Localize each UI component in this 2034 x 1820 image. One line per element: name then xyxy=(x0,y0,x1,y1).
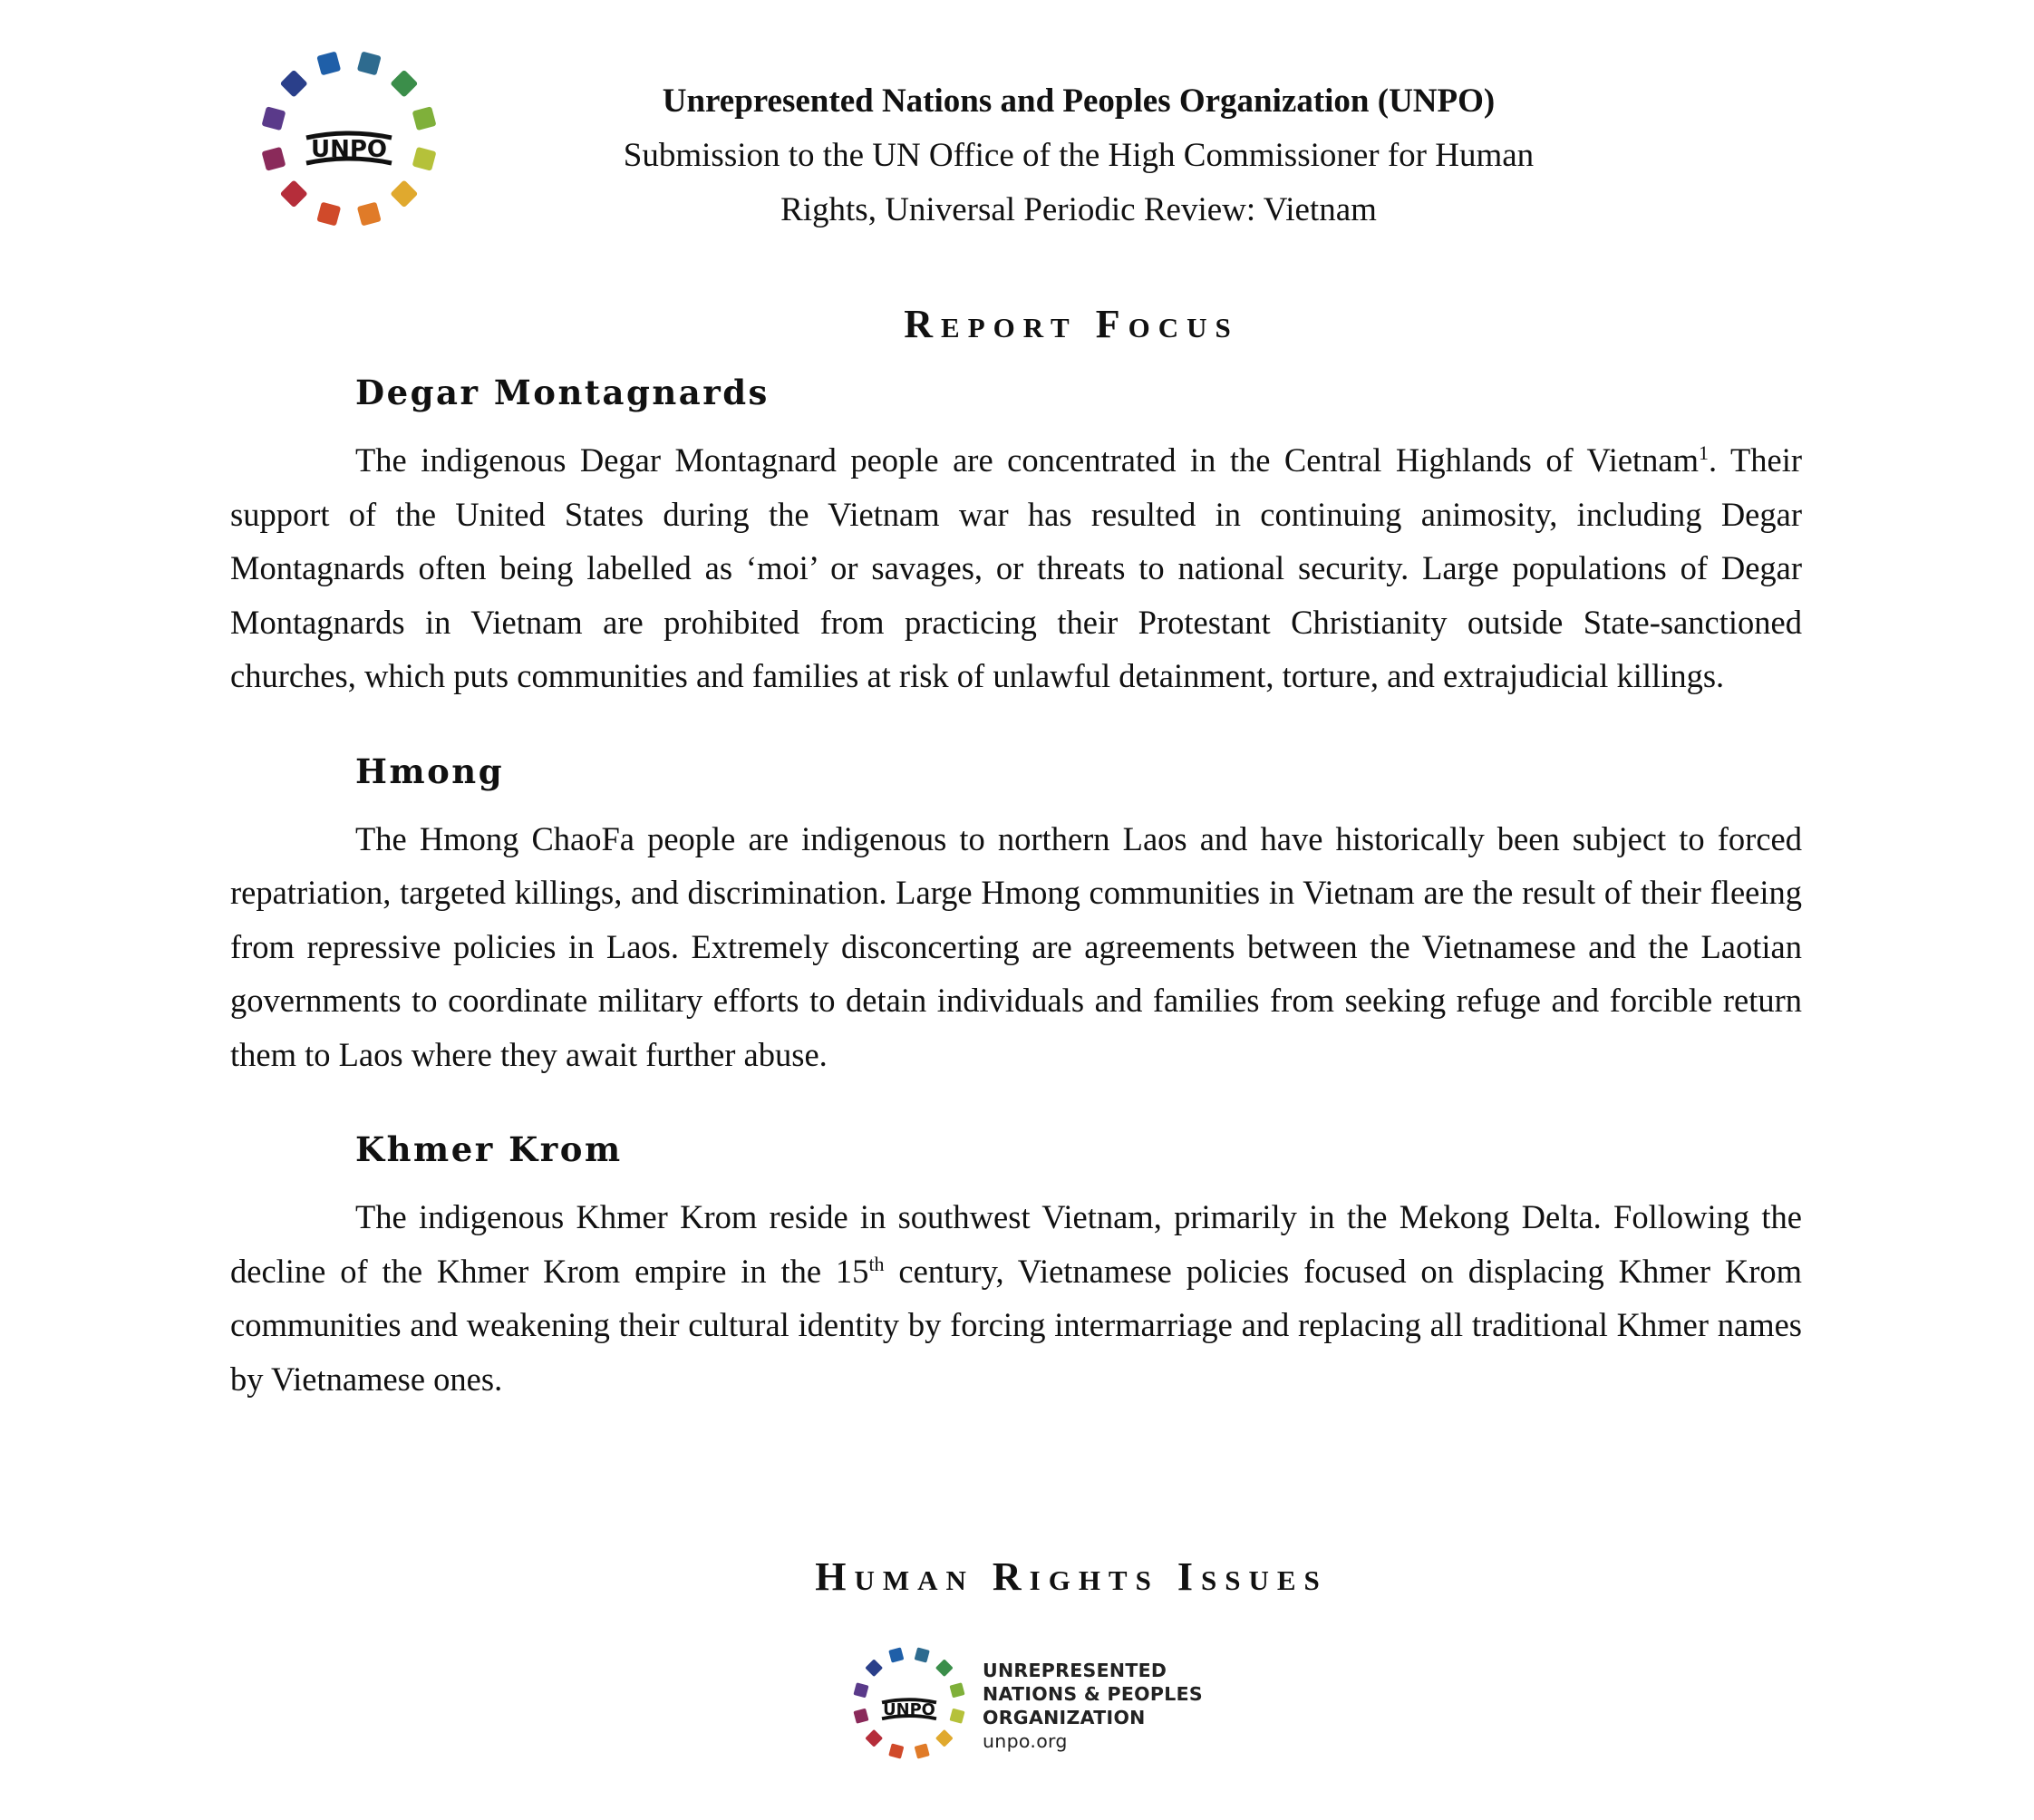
degar-paragraph xyxy=(230,433,1802,703)
footer-unpo-mark xyxy=(848,1642,970,1764)
org-title: Unrepresented Nations and Peoples Organization (UNPO) xyxy=(662,82,1496,120)
khmer-krom-paragraph xyxy=(230,1190,1802,1406)
human-rights-issues-heading: Human Rights Issues xyxy=(815,1554,1328,1599)
document-header xyxy=(508,74,1650,237)
logo-ring-segment xyxy=(949,1682,964,1698)
footer-url[interactable]: unpo.org xyxy=(983,1730,1068,1752)
subtitle-line-1: Submission to the UN Office of the High Commissioner for Human xyxy=(623,137,1535,174)
unpo-logo xyxy=(254,44,444,234)
logo-ring-segment xyxy=(280,179,308,208)
logo-text: UNPO xyxy=(310,136,388,163)
logo-ring-segment xyxy=(865,1729,883,1747)
footer-line-3: ORGANIZATION xyxy=(983,1707,1146,1728)
logo-ring-segment xyxy=(949,1709,964,1724)
logo-ring-segment xyxy=(865,1659,883,1677)
footer-org-name xyxy=(983,1659,1203,1753)
logo-ring-segment xyxy=(853,1709,868,1724)
logo-ring-segment xyxy=(357,51,382,75)
logo-ring-segment xyxy=(261,106,286,131)
hmong-heading: Hmong xyxy=(355,750,505,791)
logo-ring-segment xyxy=(280,70,308,98)
logo-ring-segment xyxy=(888,1647,904,1662)
footer-logo-text: UNPO xyxy=(883,1699,935,1719)
logo-ring-segment xyxy=(888,1743,904,1758)
logo-ring-segment xyxy=(935,1659,954,1677)
logo-ring-segment xyxy=(935,1729,954,1747)
degar-text-part2: . Their support of the United States during the Vietnam war has resulted in continuing animosity, including Degar Montagnards often being labelled as ‘moi’ or savages, or threats to national security. Large populations of Degar Montagnards in Vietnam are prohibited from practicing their Protestant Christianity outside State-sanctioned churches, which puts communities and families at risk of unlawful detainment, torture, and extrajudicial killings. xyxy=(230,441,1803,694)
logo-ring-segment xyxy=(261,147,286,171)
ordinal-suffix: th xyxy=(868,1252,885,1275)
logo-ring-segment xyxy=(316,51,341,75)
hmong-paragraph: The Hmong ChaoFa people are indigenous to northern Laos and have historically been subject to forced repatriation, targeted killings, and discrimination. Large Hmong communities in Vietnam are the result of their fleeing from repressive policies in Laos. Extremely disconcerting are agreements between the Vietnamese and the Laotian governments to coordinate military efforts to detain individuals and families from seeking refuge and forcible return them to Laos where they await further abuse. xyxy=(230,819,1802,1073)
subtitle-line-2: Rights, Universal Periodic Review: Vietnam xyxy=(780,191,1377,228)
logo-ring-segment xyxy=(357,202,382,227)
footer-logo xyxy=(848,1642,1229,1769)
unpo-ring-icon xyxy=(848,1642,970,1764)
logo-ring-segment xyxy=(316,202,341,227)
logo-ring-segment xyxy=(390,70,418,98)
report-body xyxy=(230,361,1802,1442)
footnote-ref-1[interactable]: 1 xyxy=(1699,440,1710,464)
footer-line-2: NATIONS & PEOPLES xyxy=(983,1683,1203,1705)
degar-heading: Degar Montagnards xyxy=(355,373,770,412)
report-focus-heading: Report Focus xyxy=(904,302,1239,346)
footer-line-1: UNREPRESENTED xyxy=(983,1660,1167,1681)
degar-text-part1: The indigenous Degar Montagnard people are concentrated in the Central Highlands of Vietnam xyxy=(355,441,1700,479)
khmer-krom-heading: Khmer Krom xyxy=(355,1129,623,1169)
logo-ring-segment xyxy=(390,179,418,208)
khmer-text-part2: century, Vietnamese policies focused on displacing Khmer Krom communities and weakening their cultural identity by forcing intermarriage and replacing all traditional Khmer names by Vietnamese ones. xyxy=(230,1252,1802,1398)
logo-ring-segment xyxy=(915,1743,930,1758)
logo-ring-segment xyxy=(853,1682,868,1698)
logo-ring-segment xyxy=(412,106,437,131)
khmer-text-part1: The indigenous Khmer Krom reside in southwest Vietnam, primarily in the Mekong Delta. Following the decline of the Khmer Krom empire in the 15 xyxy=(230,1198,1802,1290)
logo-ring-segment xyxy=(412,147,437,171)
logo-ring-segment xyxy=(915,1647,930,1662)
unpo-logo-ring-icon xyxy=(254,44,444,234)
